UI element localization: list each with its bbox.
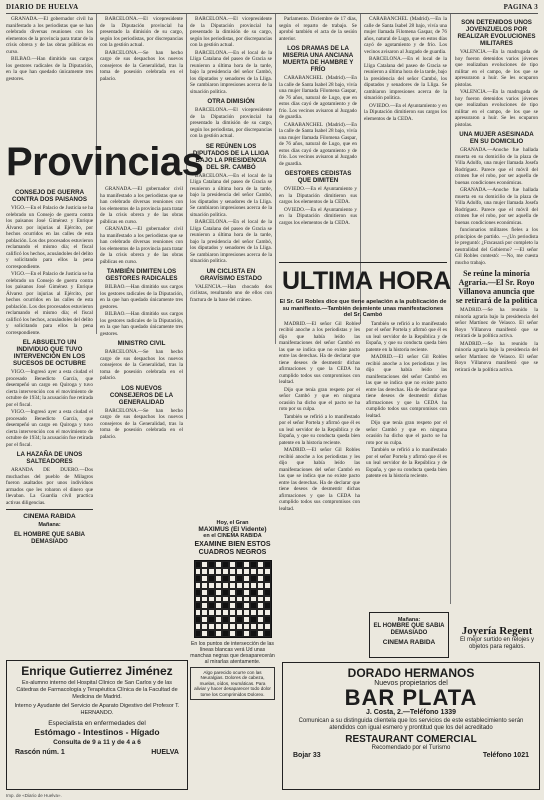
headline: MINISTRO CIVIL xyxy=(117,340,166,347)
grid-cell xyxy=(215,602,222,609)
grid-cell xyxy=(243,602,250,609)
page-footer: Imp. de «Diario de Huelva». xyxy=(6,793,62,798)
grid-cell xyxy=(264,575,271,582)
grid-cell xyxy=(250,589,257,596)
grid-cell xyxy=(229,568,236,575)
grid-cell xyxy=(195,561,202,568)
grid-cell xyxy=(264,602,271,609)
grid-cell xyxy=(222,630,229,637)
grid-cell xyxy=(208,582,215,589)
grid-cell xyxy=(257,561,264,568)
grid-cell xyxy=(243,630,250,637)
grid-cell xyxy=(257,630,264,637)
headline: El Sr. Gil Robles dice que tiene apelación a la publicación de su manifiesto.—También desmiente unas manifestaciones del Sr. Cambó xyxy=(279,299,447,318)
headline: UNA MUJER ASESINADA EN SU DOMICILIO xyxy=(459,131,534,145)
headline: OTRA DIMISIÓN xyxy=(207,98,255,105)
bar-owners: DORADO HERMANOS xyxy=(347,666,475,680)
headline: SE REÚNEN LOS DIPUTADOS DE LA LLIGA BAJO LA PRESIDENCIA DEL SR. CAMBÓ xyxy=(192,142,270,171)
grid-cell xyxy=(215,623,222,630)
bar-owners-sub: Nuevos propietarios del xyxy=(374,680,448,687)
joyeria-ad xyxy=(456,625,538,657)
doctor-name: Enrique Gutierrez Jiménez xyxy=(21,664,173,678)
grid-cell xyxy=(201,582,208,589)
grid-cell xyxy=(243,589,250,596)
headline: Se reúne la minoría Agraria.—El Sr. Royo Villanova anuncia que se retirará de la política xyxy=(455,269,538,305)
grid-cell xyxy=(195,623,202,630)
grid-cell xyxy=(201,596,208,603)
grid-cell xyxy=(195,602,202,609)
doctor-ad xyxy=(6,660,188,790)
bar-name: BAR PLATA xyxy=(344,685,478,710)
cinema-tag: Mañana: xyxy=(38,522,61,528)
grid-cell xyxy=(208,589,215,596)
restaurant-recommendation: Recomendado por el Turismo xyxy=(371,745,451,751)
grid-cell xyxy=(208,568,215,575)
grid-cell xyxy=(250,609,257,616)
doctor-address: Rascón núm. 1 xyxy=(15,749,65,756)
grid-cell xyxy=(264,609,271,616)
grid-cell xyxy=(264,623,271,630)
grid-cell xyxy=(229,609,236,616)
doctor-credentials: Ex-alumno interno del Hospital Clínico de San Carlos y de las Cátedras de Farmacología y Terapéutica Clínica de la Facultad de Medicina de Madrid. xyxy=(16,680,178,700)
grid-cell xyxy=(229,575,236,582)
grid-cell xyxy=(215,596,222,603)
grid-cell xyxy=(215,575,222,582)
grid-cell xyxy=(201,602,208,609)
grid-cell xyxy=(236,623,243,630)
promo-cinema: en el CINEMA RABIDA xyxy=(203,533,262,539)
article-body: VIGO.—Ingresó ayer a esta ciudad el procesado Benedicto García, que desempeñó un cargo en Quiroga y tuvo cierta intervención con el movimiento de octubre de 1934; la acusación fue retirada por el fiscal. xyxy=(6,369,93,408)
grid-cell xyxy=(243,623,250,630)
grid-cell xyxy=(229,561,236,568)
grid-cell xyxy=(243,575,250,582)
cinema-name: CINEMA RABIDA xyxy=(382,639,436,646)
grid-cell xyxy=(250,630,257,637)
grid-cell xyxy=(236,589,243,596)
grid-cell xyxy=(208,596,215,603)
grid-cell xyxy=(222,589,229,596)
column-rule xyxy=(275,14,276,344)
grid-cell xyxy=(236,575,243,582)
grid-cell xyxy=(264,582,271,589)
headline: TAMBIÉN DIMITEN LOS GESTORES RADICALES xyxy=(105,268,178,282)
grid-cell xyxy=(195,589,202,596)
grid-cell xyxy=(222,582,229,589)
doctor-specialty: Estómago - Intestinos - Hígado xyxy=(34,727,160,737)
cinema-tag: Mañana: xyxy=(397,617,421,623)
article-body: ARANDA DE DUERO.—Dos muchachos del pueblo de Milagros fueron asaltados por unos individuos armados que les robaron el dinero que llevaban. La Guardia civil practica activas diligencias. xyxy=(6,467,93,506)
ultima-hora-title: ULTIMA HORA xyxy=(282,267,451,295)
grid-cell xyxy=(195,596,202,603)
grid-cell xyxy=(201,568,208,575)
optical-illusion-box xyxy=(190,520,275,720)
restaurant-address: Bojar 33 xyxy=(293,752,321,759)
grid-cell xyxy=(222,602,229,609)
grid-cell xyxy=(264,630,271,637)
grid-cell xyxy=(201,616,208,623)
illusion-grid xyxy=(194,560,272,638)
restaurant-phone: Teléfono 1021 xyxy=(482,752,529,759)
grid-cell xyxy=(264,561,271,568)
grid-cell xyxy=(201,589,208,596)
column-rule xyxy=(186,14,187,419)
grid-cell xyxy=(195,609,202,616)
column-2: GRANADA.—El gobernador civil ha manifestado a los periodistas que se han celebrado diversas reuniones con los elementos de la provincia para tratar de la crisis obrera y de las obras públicas en curso. GRANADA.—El gobernador civil ha manifestado a los periodistas que se han celebrado diversas reuniones con los elementos de la provincia para tratar de la crisis obrera y de las obras públicas en curso. TAMBIÉN DIMITEN LOS GESTORES RADICALES BILBAO.—Han dimitido sus cargos los gestores radicales de la Diputación, en la que han quedado únicamente tres gestores. BILBAO.—Han dimitido sus cargos los gestores radicales de la Diputación, en la que han quedado únicamente tres gestores. MINISTRO CIVIL BARCELONA.—Se han hecho cargo de sus despachos los nuevos consejeros de la Generalidad, tras la toma de posesión celebrada en el palacio. LOS NUEVOS CONSEJEROS DE LA GENERALIDAD BARCELONA.—Se han hecho cargo de sus despachos los nuevos consejeros de la Generalidad, tras la toma de posesión celebrada en el palacio. xyxy=(100,186,183,440)
grid-cell xyxy=(264,568,271,575)
grid-cell xyxy=(208,561,215,568)
section-title-provincias: Provincias xyxy=(6,140,204,184)
column-5: CARABANCHEL (Madrid).—En la calle de Santa Isabel 28 bajo, vivía una mujer llamada Filomena Gaspar, de 76 años, natural de Lugo, que en estos días cayó de agotamiento y de frío. Los vecinos avisaron al Juzgado de guardia. BARCELONA.—En el local de la Lliga Catalana del paseo de Gracia se reunieron a última hora de la tarde, bajo la presidencia del señor Cambó, los diputados y senadores de la Lliga. Se cambiaron impresiones acerca de la situación política. OVIEDO.—En el Ayuntamiento y en la Diputación dimitieron sus cargos los elementos de la CEDA. xyxy=(364,16,447,122)
headline: UN CICLISTA EN GRAVÍSIMO ESTADO xyxy=(200,267,262,282)
ultima-hora-section: El Sr. Gil Robles dice que tiene apelación a la publicación de su manifiesto.—También desmiente unas manifestaciones del Sr. Cambó MADRID.—El señor Gil Robles recibió anoche a los periodistas y les dijo que había leído las manifestaciones del señor Cambó en las que se indica que no existe pacto entre las derechas. Ha de declarar que tiene deseos de desmentir dichas afirmaciones y que la CEDA ha cumplido todos sus compromisos con lealtad. Dijo que tenía gran respeto por el señor Cambó y que en ninguna ocasión ha dicho que el pacto se ha roto por su culpa. También se refirió a lo manifestado por el señor Portela y afirmó que él es un leal servidor de la República y de España, y que su conducta queda bien patente en la historia reciente. MADRID.—El señor Gil Robles recibió anoche a los periodistas y les dijo que había leído las manifestaciones del señor Cambó en las que se indica que no existe pacto entre las derechas. Ha de declarar que tiene deseos de desmentir dichas afirmaciones y que la CEDA ha cumplido todos sus compromisos con lealtad. También se refirió a lo manifestado por el señor Portela y afirmó que él es un leal servidor de la República y de España, y que su conducta queda bien patente en la historia reciente. MADRID.—El señor Gil Robles recibió anoche a los periodistas y les dijo que había leído las manifestaciones del señor Cambó en las que se indica que no existe pacto entre las derechas. Ha de declarar que tiene deseos de desmentir dichas afirmaciones y que la CEDA ha cumplido todos sus compromisos con lealtad. Dijo que tenía gran respeto por el señor Cambó y que en ninguna ocasión ha dicho que el pacto se ha roto por su culpa. También se refirió a lo manifestado por el señor Portela y afirmó que él es un leal servidor de la República y de España, y que su conducta queda bien patente en la historia reciente. xyxy=(279,299,447,512)
column-1-top: GRANADA.—El gobernador civil ha manifestado a los periodistas que se han celebrado diversas reuniones con los elementos de la provincia para tratar de la crisis obrera y de las obras públicas en curso. BILBAO.—Han dimitido sus cargos los gestores radicales de la Diputación, en la que han quedado únicamente tres gestores. xyxy=(6,16,93,82)
headline: LA HAZAÑA DE UNOS SALTEADORES xyxy=(16,451,83,465)
doctor-hours: Consulta de 9 a 11 y de 4 a 6 xyxy=(53,739,141,746)
grid-cell xyxy=(264,596,271,603)
dolorex-ad: Algo parecido ocurre con las Neuralgias. Dolores de cabeza, muelas, oídos, reumáticas. Para aliviar y hacer desaparecer todo dolor tome los Comprimidos Dolorex. xyxy=(190,667,275,700)
illusion-title: EXAMINE BIEN ESTOS CUADROS NEGROS xyxy=(194,541,271,556)
grid-cell xyxy=(250,602,257,609)
grid-cell xyxy=(236,602,243,609)
column-1: CONSEJO DE GUERRA CONTRA DOS PAISANOS VIGO.—En el Palacio de Justicia se ha celebrado un Consejo de guerra contra los paisanos José Giménez y Enrique Álvarez por injurias al Ejército, por hechos ocurridos en las calles de esta población. Los dos procesados estuvieron reclamando el mismo día; el fiscal calificó los hechos, acusándoles del delito y solicitando para ellos la pena correspondiente. VIGO.—En el Palacio de Justicia se ha celebrado un Consejo de guerra contra los paisanos José Giménez y Enrique Álvarez por injurias al Ejército, por hechos ocurridos en las calles de esta población. Los dos procesados estuvieron reclamando el mismo día; el fiscal calificó los hechos, acusándoles del delito y solicitando para ellos la pena correspondiente. EL ABSUELTO UN INDIVIDUO QUE TUVO INTERVENCIÓN EN LOS SUCESOS DE OCTUBRE VIGO.—Ingresó ayer a esta ciudad el procesado Benedicto García, que desempeñó un cargo en Quiroga y tuvo cierta intervención con el movimiento de octubre de 1934; la acusación fue retirada por el fiscal. VIGO.—Ingresó ayer a esta ciudad el procesado Benedicto García, que desempeñó un cargo en Quiroga y tuvo cierta intervención con el movimiento de octubre de 1934; la acusación fue retirada por el fiscal. LA HAZAÑA DE UNOS SALTEADORES ARANDA DE DUERO.—Dos muchachos del pueblo de Milagros fueron asaltados por unos individuos armados que les robaron el dinero que llevaban. La Guardia civil practica activas diligencias. CINEMA RABIDA Mañana: EL HOMBRE QUE SABIA DEMASIADO xyxy=(6,189,93,545)
article-body: VIGO.—En el Palacio de Justicia se ha celebrado un Consejo de guerra contra los paisanos José Giménez y Enrique Álvarez por injurias al Ejército, por hechos ocurridos en las calles de esta población. Los dos procesados estuvieron reclamando el mismo día; el fiscal calificó los hechos, acusándoles del delito y solicitando para ellos la pena correspondiente. xyxy=(6,205,93,270)
joyeria-title: Joyería Regent xyxy=(461,625,533,637)
grid-cell xyxy=(208,623,215,630)
grid-cell xyxy=(215,616,222,623)
grid-cell xyxy=(215,561,222,568)
bar-plata-ad xyxy=(282,662,540,790)
cinema-box xyxy=(369,612,449,658)
grid-cell xyxy=(229,596,236,603)
grid-cell xyxy=(201,609,208,616)
grid-cell xyxy=(222,596,229,603)
grid-cell xyxy=(229,582,236,589)
promo-pre: Hoy, el Gran xyxy=(216,520,249,526)
cinema-film: EL HOMBRE QUE SABIA DEMASIADO xyxy=(14,532,85,545)
headline: LOS DRAMAS DE LA MISERIA UNA ANCIANA MUERTA DE HAMBRE Y FRÍO xyxy=(282,45,354,73)
grid-cell xyxy=(250,568,257,575)
grid-cell xyxy=(257,609,264,616)
grid-cell xyxy=(264,616,271,623)
grid-cell xyxy=(222,561,229,568)
grid-cell xyxy=(257,596,264,603)
divider xyxy=(6,509,93,510)
grid-cell xyxy=(243,568,250,575)
grid-cell xyxy=(250,623,257,630)
bar-address: J. Costa, 2.—Teléfono 1339 xyxy=(365,709,457,716)
grid-cell xyxy=(257,589,264,596)
grid-cell xyxy=(208,630,215,637)
grid-cell xyxy=(236,616,243,623)
grid-cell xyxy=(201,630,208,637)
grid-cell xyxy=(257,616,264,623)
headline: LOS NUEVOS CONSEJEROS DE LA GENERALIDAD xyxy=(109,384,174,406)
grid-cell xyxy=(222,609,229,616)
grid-cell xyxy=(229,623,236,630)
grid-cell xyxy=(264,589,271,596)
grid-cell xyxy=(257,575,264,582)
grid-cell xyxy=(229,602,236,609)
grid-cell xyxy=(250,561,257,568)
grid-cell xyxy=(195,616,202,623)
grid-cell xyxy=(208,616,215,623)
grid-cell xyxy=(243,616,250,623)
headline: CONSEJO DE GUERRA CONTRA DOS PAISANOS xyxy=(12,189,87,203)
grid-cell xyxy=(201,561,208,568)
grid-cell xyxy=(236,609,243,616)
grid-cell xyxy=(243,596,250,603)
grid-cell xyxy=(195,582,202,589)
grid-cell xyxy=(236,582,243,589)
grid-cell xyxy=(201,575,208,582)
grid-cell xyxy=(215,582,222,589)
grid-cell xyxy=(250,596,257,603)
header-page-number: PAGINA 3 xyxy=(503,3,538,11)
grid-cell xyxy=(222,623,229,630)
grid-cell xyxy=(250,582,257,589)
column-6: SON DETENIDOS UNOS JOVENZUELOS POR REALIZAR EVOLUCIONES MILITARES VALENCIA.—En la madrugada de hoy fueron detenidos varios jóvenes que realizaban evoluciones de tipo militar en el campo, de los que se apresuraron a huir. Se les ocuparon pistolas. VALENCIA.—En la madrugada de hoy fueron detenidos varios jóvenes que realizaban evoluciones de tipo militar en el campo, de los que se apresuraron a huir. Se les ocuparon pistolas. UNA MUJER ASESINADA EN SU DOMICILIO GRANADA.—Anoche fue hallada muerta en su domicilio de la plaza de Villa Adolfo, una mujer llamada Josefa Rodríguez. Parece que el móvil del crimen fue el robo, por ser aquella de buenas condiciones económicas. GRANADA.—Anoche fue hallada muerta en su domicilio de la plaza de Villa Adolfo, una mujer llamada Josefa Rodríguez. Parece que el móvil del crimen fue el robo, por ser aquella de buenas condiciones económicas. funcionarios militares fieles a los principios de partido. —¿Un periodista le preguntó: ¿Fracasará por completo la neutralidad del Gobierno? —El señor Gil Robles contestó: —No, me cuesta mucho trabajo. Se reúne la minoría Agraria.—El Sr. Royo Villanova anuncia que se retirará de la política MADRID.—Se ha reunido la minoría agraria bajo la presidencia del señor Martínez de Velasco. El señor Royo Villanova manifestó que se retirará de la política activa. MADRID.—Se ha reunido la minoría agraria bajo la presidencia del señor Martínez de Velasco. El señor Royo Villanova manifestó que se retirará de la política activa. xyxy=(455,19,538,373)
headline: EL ABSUELTO UN INDIVIDUO QUE TUVO INTERVENCIÓN EN LOS SUCESOS DE OCTUBRE xyxy=(13,339,86,367)
headline: GESTORES CEDISTAS QUE DIMITEN xyxy=(284,170,352,184)
column-4: Parlamento. Diciembre de 17 días, según el reparto de trabajo. Se aprobó también el acta de la sesión anterior. LOS DRAMAS DE LA MISERIA UNA ANCIANA MUERTA DE HAMBRE Y FRÍO CARABANCHEL (Madrid).—En la calle de Santa Isabel 28 bajo, vivía una mujer llamada Filomena Gaspar, de 76 años, natural de Lugo, que en estos días cayó de agotamiento y de frío. Los vecinos avisaron al Juzgado de guardia. CARABANCHEL (Madrid).—En la calle de Santa Isabel 28 bajo, vivía una mujer llamada Filomena Gaspar, de 76 años, natural de Lugo, que en estos días cayó de agotamiento y de frío. Los vecinos avisaron al Juzgado de guardia. GESTORES CEDISTAS QUE DIMITEN OVIEDO.—En el Ayuntamiento y en la Diputación dimitieron sus cargos los elementos de la CEDA. OVIEDO.—En el Ayuntamiento y en la Diputación dimitieron sus cargos los elementos de la CEDA. xyxy=(279,16,357,226)
grid-cell xyxy=(215,630,222,637)
restaurant-name: RESTAURANT COMERCIAL xyxy=(345,734,477,745)
grid-cell xyxy=(250,616,257,623)
grid-cell xyxy=(195,630,202,637)
column-3: BARCELONA.—El vicepresidente de la Diputación provincial ha presentado la dimisión de su cargo, según los periodistas, por discrepancias con la gestión actual. BARCELONA.—En el local de la Lliga Catalana del paseo de Gracia se reunieron a última hora de la tarde, bajo la presidencia del señor Cambó, los diputados y senadores de la Lliga. Se cambiaron impresiones acerca de la situación política. OTRA DIMISIÓN BARCELONA.—El vicepresidente de la Diputación provincial ha presentado la dimisión de su cargo, según los periodistas, por discrepancias con la gestión actual. SE REÚNEN LOS DIPUTADOS DE LA LLIGA BAJO LA PRESIDENCIA DEL SR. CAMBÓ BARCELONA.—En el local de la Lliga Catalana del paseo de Gracia se reunieron a última hora de la tarde, bajo la presidencia del señor Cambó, los diputados y senadores de la Lliga. Se cambiaron impresiones acerca de la situación política. BARCELONA.—En el local de la Lliga Catalana del paseo de Gracia se reunieron a última hora de la tarde, bajo la presidencia del señor Cambó, los diputados y senadores de la Lliga. Se cambiaron impresiones acerca de la situación política. UN CICLISTA EN GRAVÍSIMO ESTADO VALENCIA.—Han chocado dos ciclistas, resultando uno de ellos con fractura de la base del cráneo. xyxy=(190,16,272,303)
grid-cell xyxy=(195,575,202,582)
column-rule xyxy=(450,14,451,604)
doctor-specialty-label: Especialista en enfermedades del xyxy=(48,720,146,727)
grid-cell xyxy=(250,575,257,582)
grid-cell xyxy=(208,609,215,616)
grid-cell xyxy=(229,616,236,623)
grid-cell xyxy=(236,630,243,637)
grid-cell xyxy=(208,602,215,609)
bar-notice: Comunican a su distinguida clientela que los servicios de este establecimiento serán atendidos con igual esmero y prontitud que los del acreditado xyxy=(298,718,524,731)
grid-cell xyxy=(222,568,229,575)
grid-cell xyxy=(257,568,264,575)
header-paper-name: DIARIO DE HUELVA xyxy=(6,3,79,11)
headline: SON DETENIDOS UNOS JOVENZUELOS POR REALIZAR EVOLUCIONES MILITARES xyxy=(457,19,536,47)
grid-cell xyxy=(222,616,229,623)
grid-cell xyxy=(195,568,202,575)
grid-cell xyxy=(229,589,236,596)
page-header xyxy=(6,3,538,14)
grid-cell xyxy=(236,568,243,575)
grid-cell xyxy=(243,561,250,568)
cinema-name: CINEMA RABIDA xyxy=(23,513,76,520)
joyeria-subtitle: El mejor surtido en relojes y objetos para regalos. xyxy=(459,637,535,650)
doctor-city: HUELVA xyxy=(151,749,179,756)
grid-cell xyxy=(215,609,222,616)
grid-cell xyxy=(215,589,222,596)
grid-cell xyxy=(208,575,215,582)
grid-cell xyxy=(236,596,243,603)
grid-cell xyxy=(257,623,264,630)
grid-cell xyxy=(257,582,264,589)
grid-cell xyxy=(236,561,243,568)
grid-cell xyxy=(222,575,229,582)
grid-cell xyxy=(257,602,264,609)
grid-cell xyxy=(201,623,208,630)
promo-program: MAXIMUS (El Vidente) xyxy=(198,526,267,533)
column-2-top: BARCELONA.—El vicepresidente de la Diputación provincial ha presentado la dimisión de su cargo, según los periodistas, por discrepancias con la gestión actual. BARCELONA.—Se han hecho cargo de sus despachos los nuevos consejeros de la Generalidad, tras la toma de posesión celebrada en el palacio. xyxy=(100,16,183,82)
cinema-film: EL HOMBRE QUE SABIA DEMASIADO xyxy=(373,623,445,636)
illusion-caption: En los puntos de intersección de las líneas blancas verá Ud unas manchas negras que desaparecerán al mirarlas atentamente. xyxy=(190,641,275,665)
grid-cell xyxy=(243,609,250,616)
doctor-assistant: Interno y Ayudante del Servicio de Aparato Digestivo del Profesor T. HERNANDO. xyxy=(14,703,180,716)
grid-cell xyxy=(229,630,236,637)
grid-cell xyxy=(243,582,250,589)
grid-cell xyxy=(215,568,222,575)
